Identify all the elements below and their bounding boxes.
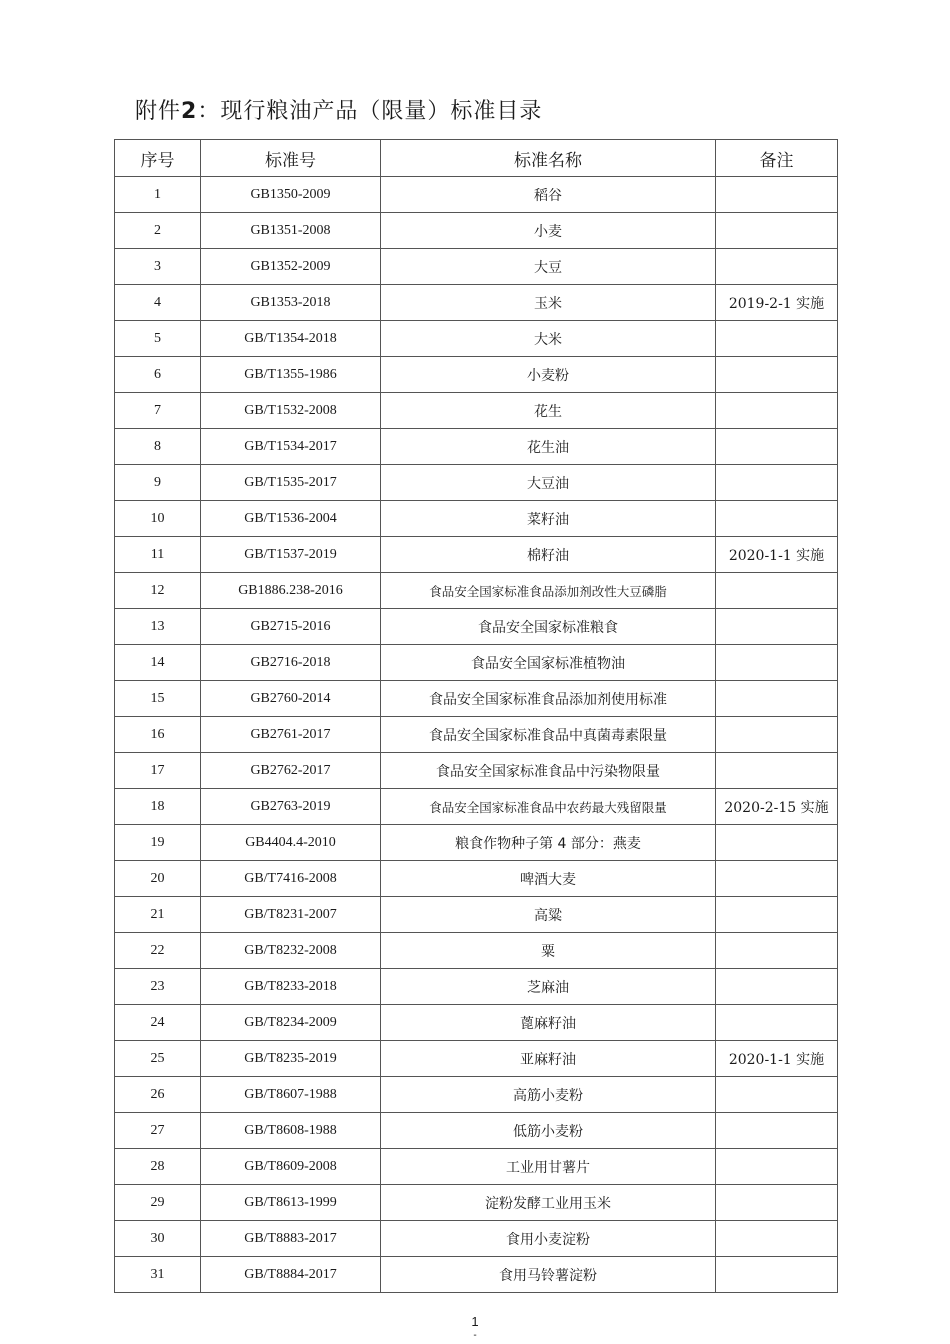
row-remarks-cell xyxy=(716,1113,838,1149)
row-index-cell: 12 xyxy=(115,573,201,609)
row-standard-name-cell: 食品安全国家标准食品中农药最大残留限量 xyxy=(381,789,716,825)
row-standard-code-cell: GB/T8613-1999 xyxy=(201,1185,381,1221)
row-index-cell: 20 xyxy=(115,861,201,897)
row-standard-code-cell: GB/T8607-1988 xyxy=(201,1077,381,1113)
row-index-cell: 13 xyxy=(115,609,201,645)
table-row xyxy=(115,897,838,933)
row-index-cell: 6 xyxy=(115,357,201,393)
row-index-cell: 16 xyxy=(115,717,201,753)
row-remarks-cell: 2020-2-15 实施 xyxy=(716,789,838,825)
table-row xyxy=(115,1149,838,1185)
row-index-cell: 17 xyxy=(115,753,201,789)
row-standard-name-cell: 亚麻籽油 xyxy=(381,1041,716,1077)
row-standard-name-cell: 稻谷 xyxy=(381,177,716,213)
row-standard-code-cell: GB/T1535-2017 xyxy=(201,465,381,501)
title-number: 2 xyxy=(181,99,198,124)
table-row xyxy=(115,933,838,969)
row-index-cell: 8 xyxy=(115,429,201,465)
row-index-cell: 21 xyxy=(115,897,201,933)
row-standard-code-cell: GB/T1534-2017 xyxy=(201,429,381,465)
row-remarks-cell xyxy=(716,249,838,285)
row-remarks-cell xyxy=(716,861,838,897)
row-index-cell: 11 xyxy=(115,537,201,573)
row-standard-name-cell: 食品安全国家标准食品添加剂使用标准 xyxy=(381,681,716,717)
row-standard-name-cell: 食品安全国家标准食品添加剂改性大豆磷脂 xyxy=(381,573,716,609)
row-remarks-cell xyxy=(716,1257,838,1293)
row-standard-code-cell: GB/T1355-1986 xyxy=(201,357,381,393)
table-row xyxy=(115,717,838,753)
row-index-cell: 18 xyxy=(115,789,201,825)
row-remarks-cell xyxy=(716,357,838,393)
row-index-cell: 23 xyxy=(115,969,201,1005)
row-standard-name-cell: 啤酒大麦 xyxy=(381,861,716,897)
row-index-cell: 25 xyxy=(115,1041,201,1077)
row-standard-code-cell: GB/T8232-2008 xyxy=(201,933,381,969)
row-remarks-cell xyxy=(716,933,838,969)
row-standard-code-cell: GB1886.238-2016 xyxy=(201,573,381,609)
table-row xyxy=(115,609,838,645)
row-standard-name-cell: 食品安全国家标准植物油 xyxy=(381,645,716,681)
row-standard-name-cell: 食品安全国家标准食品中真菌毒素限量 xyxy=(381,717,716,753)
row-standard-name-cell: 花生 xyxy=(381,393,716,429)
row-remarks-cell: 2020-1-1 实施 xyxy=(716,537,838,573)
row-remarks-cell xyxy=(716,573,838,609)
table-row xyxy=(115,753,838,789)
row-standard-name-cell: 食用马铃薯淀粉 xyxy=(381,1257,716,1293)
table-row xyxy=(115,681,838,717)
table-row xyxy=(115,429,838,465)
row-standard-code-cell: GB/T1532-2008 xyxy=(201,393,381,429)
row-remarks-cell xyxy=(716,645,838,681)
row-remarks-cell xyxy=(716,1221,838,1257)
row-index-cell: 24 xyxy=(115,1005,201,1041)
header-remarks: 备注 xyxy=(716,140,838,177)
table-row xyxy=(115,249,838,285)
table-row xyxy=(115,1221,838,1257)
row-remarks-cell xyxy=(716,1185,838,1221)
row-standard-code-cell: GB/T8883-2017 xyxy=(201,1221,381,1257)
row-standard-name-cell: 芝麻油 xyxy=(381,969,716,1005)
row-standard-name-cell: 小麦 xyxy=(381,213,716,249)
row-index-cell: 28 xyxy=(115,1149,201,1185)
page-number: 1 xyxy=(471,1314,479,1329)
row-remarks-cell xyxy=(716,681,838,717)
row-index-cell: 14 xyxy=(115,645,201,681)
row-remarks-cell xyxy=(716,1005,838,1041)
row-remarks-cell xyxy=(716,897,838,933)
row-standard-name-cell: 食用小麦淀粉 xyxy=(381,1221,716,1257)
row-standard-code-cell: GB1353-2018 xyxy=(201,285,381,321)
page-dash: - xyxy=(473,1330,477,1341)
row-index-cell: 29 xyxy=(115,1185,201,1221)
table-row xyxy=(115,465,838,501)
row-standard-name-cell: 低筋小麦粉 xyxy=(381,1113,716,1149)
row-remarks-cell xyxy=(716,213,838,249)
row-standard-name-cell: 蓖麻籽油 xyxy=(381,1005,716,1041)
document-title xyxy=(135,94,542,125)
table-row xyxy=(115,1005,838,1041)
row-standard-code-cell: GB2760-2014 xyxy=(201,681,381,717)
table-row xyxy=(115,501,838,537)
row-standard-name-cell: 菜籽油 xyxy=(381,501,716,537)
row-remarks-cell xyxy=(716,429,838,465)
row-remarks-cell: 2019-2-1 实施 xyxy=(716,285,838,321)
table-row xyxy=(115,1041,838,1077)
row-standard-code-cell: GB/T8233-2018 xyxy=(201,969,381,1005)
row-standard-code-cell: GB/T8235-2019 xyxy=(201,1041,381,1077)
table-row xyxy=(115,1185,838,1221)
row-remarks-cell xyxy=(716,177,838,213)
table-row xyxy=(115,573,838,609)
row-remarks-cell xyxy=(716,609,838,645)
row-standard-code-cell: GB2716-2018 xyxy=(201,645,381,681)
standards-table xyxy=(114,139,838,1293)
title-prefix: 附件 xyxy=(135,99,182,124)
row-remarks-cell xyxy=(716,753,838,789)
row-index-cell: 30 xyxy=(115,1221,201,1257)
table-row xyxy=(115,177,838,213)
row-index-cell: 26 xyxy=(115,1077,201,1113)
header-standard-name: 标准名称 xyxy=(381,140,716,177)
row-standard-code-cell: GB2761-2017 xyxy=(201,717,381,753)
row-standard-name-cell: 小麦粉 xyxy=(381,357,716,393)
table-row xyxy=(115,1257,838,1293)
table-row xyxy=(115,321,838,357)
row-standard-code-cell: GB2715-2016 xyxy=(201,609,381,645)
row-index-cell: 27 xyxy=(115,1113,201,1149)
table-row xyxy=(115,825,838,861)
title-text: ：现行粮油产品（限量）标准目录 xyxy=(197,99,543,124)
row-standard-code-cell: GB/T1536-2004 xyxy=(201,501,381,537)
row-standard-name-cell: 粮食作物种子第 4 部分：燕麦 xyxy=(381,825,716,861)
row-index-cell: 2 xyxy=(115,213,201,249)
table-row xyxy=(115,393,838,429)
row-index-cell: 5 xyxy=(115,321,201,357)
row-standard-name-cell: 高筋小麦粉 xyxy=(381,1077,716,1113)
row-remarks-cell: 2020-1-1 实施 xyxy=(716,1041,838,1077)
row-remarks-cell xyxy=(716,825,838,861)
row-standard-code-cell: GB/T7416-2008 xyxy=(201,861,381,897)
table-row xyxy=(115,969,838,1005)
table-row xyxy=(115,861,838,897)
row-standard-code-cell: GB1351-2008 xyxy=(201,213,381,249)
row-standard-name-cell: 淀粉发酵工业用玉米 xyxy=(381,1185,716,1221)
table-row xyxy=(115,357,838,393)
row-standard-code-cell: GB1350-2009 xyxy=(201,177,381,213)
row-standard-name-cell: 大米 xyxy=(381,321,716,357)
row-standard-name-cell: 食品安全国家标准食品中污染物限量 xyxy=(381,753,716,789)
row-standard-code-cell: GB2762-2017 xyxy=(201,753,381,789)
row-standard-name-cell: 花生油 xyxy=(381,429,716,465)
row-remarks-cell xyxy=(716,1149,838,1185)
table-row xyxy=(115,1077,838,1113)
row-standard-code-cell: GB/T8231-2007 xyxy=(201,897,381,933)
row-standard-code-cell: GB/T1537-2019 xyxy=(201,537,381,573)
row-remarks-cell xyxy=(716,465,838,501)
row-remarks-cell xyxy=(716,501,838,537)
row-standard-code-cell: GB/T8234-2009 xyxy=(201,1005,381,1041)
row-standard-name-cell: 大豆油 xyxy=(381,465,716,501)
table-row xyxy=(115,789,838,825)
table-row xyxy=(115,213,838,249)
table-header-row xyxy=(115,140,838,177)
table-row xyxy=(115,537,838,573)
row-standard-code-cell: GB2763-2019 xyxy=(201,789,381,825)
row-standard-name-cell: 食品安全国家标准粮食 xyxy=(381,609,716,645)
row-standard-code-cell: GB/T1354-2018 xyxy=(201,321,381,357)
row-remarks-cell xyxy=(716,717,838,753)
row-index-cell: 31 xyxy=(115,1257,201,1293)
row-standard-name-cell: 工业用甘薯片 xyxy=(381,1149,716,1185)
header-standard-code: 标准号 xyxy=(201,140,381,177)
row-standard-name-cell: 玉米 xyxy=(381,285,716,321)
row-index-cell: 22 xyxy=(115,933,201,969)
row-remarks-cell xyxy=(716,969,838,1005)
row-standard-code-cell: GB4404.4-2010 xyxy=(201,825,381,861)
row-index-cell: 15 xyxy=(115,681,201,717)
table-row xyxy=(115,285,838,321)
row-index-cell: 10 xyxy=(115,501,201,537)
row-standard-code-cell: GB1352-2009 xyxy=(201,249,381,285)
row-index-cell: 4 xyxy=(115,285,201,321)
table-row xyxy=(115,645,838,681)
header-index: 序号 xyxy=(115,140,201,177)
row-standard-name-cell: 棉籽油 xyxy=(381,537,716,573)
row-standard-code-cell: GB/T8609-2008 xyxy=(201,1149,381,1185)
row-standard-code-cell: GB/T8884-2017 xyxy=(201,1257,381,1293)
row-index-cell: 1 xyxy=(115,177,201,213)
row-standard-name-cell: 高粱 xyxy=(381,897,716,933)
row-standard-name-cell: 大豆 xyxy=(381,249,716,285)
row-index-cell: 9 xyxy=(115,465,201,501)
row-remarks-cell xyxy=(716,321,838,357)
row-index-cell: 3 xyxy=(115,249,201,285)
row-standard-name-cell: 粟 xyxy=(381,933,716,969)
row-index-cell: 7 xyxy=(115,393,201,429)
row-remarks-cell xyxy=(716,1077,838,1113)
row-index-cell: 19 xyxy=(115,825,201,861)
row-standard-code-cell: GB/T8608-1988 xyxy=(201,1113,381,1149)
table-row xyxy=(115,1113,838,1149)
row-remarks-cell xyxy=(716,393,838,429)
